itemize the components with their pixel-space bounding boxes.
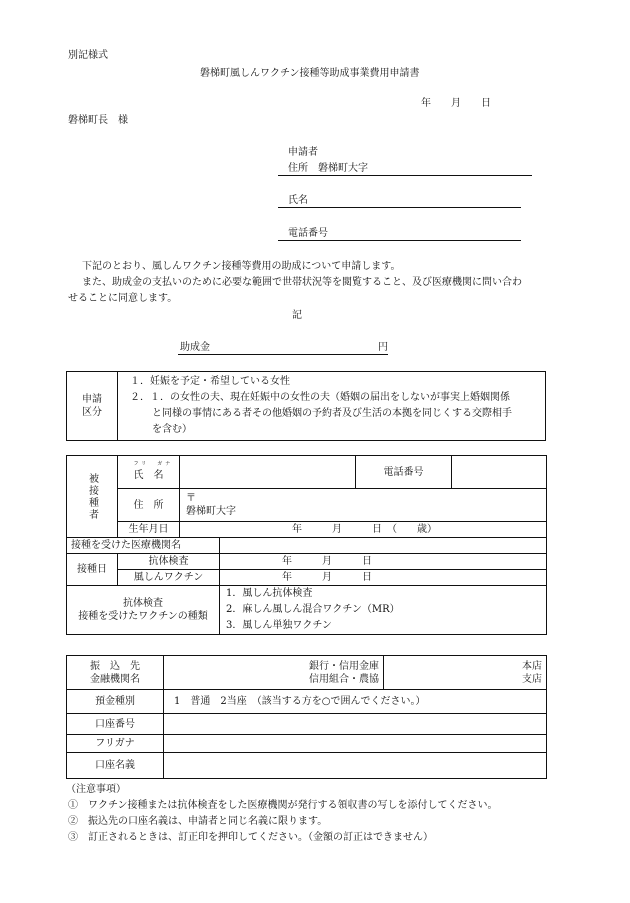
antibody-test-date[interactable]: 年 月 日	[220, 554, 547, 570]
bank-label-1: 振 込 先	[90, 660, 140, 672]
note-3: ③ 訂正されるときは、訂正印を押印してください。（金額の訂正はできません）	[68, 832, 433, 843]
patient-table	[66, 455, 547, 635]
facility-label: 接種を受けた医療機関名	[67, 538, 220, 554]
patient-address-value: 磐梯町大字	[186, 506, 236, 517]
patient-side-label-text: 被接種者	[86, 472, 98, 521]
applicant-address-line[interactable]	[278, 175, 532, 176]
applicant-name-label: 氏名	[288, 195, 308, 206]
account-type-label: 預金種別	[67, 690, 164, 714]
category-options-cell	[118, 372, 546, 441]
body-line-1: 下記のとおり、風しんワクチン接種等費用の助成について申請します。	[82, 261, 401, 272]
bank-type-2: 信用組合・農協	[309, 673, 379, 685]
grant-label: 助成金	[180, 342, 210, 353]
category-item-1[interactable]: １．妊娠を予定・希望している女性	[130, 376, 290, 387]
vaccine-kind-2[interactable]: 2．麻しん風しん混合ワクチン（MR）	[226, 604, 400, 615]
category-label-cell	[67, 372, 118, 441]
patient-dob-label: 生年月日	[118, 522, 180, 538]
branch-field[interactable]	[384, 656, 547, 690]
account-holder-label: 口座名義	[67, 753, 164, 779]
facility-field[interactable]	[220, 538, 547, 554]
applicant-phone-label: 電話番号	[288, 228, 328, 239]
applicant-heading: 申請者	[288, 147, 318, 158]
patient-side-label	[67, 456, 118, 538]
vaccine-kind-label-2: 接種を受けたワクチンの種類	[78, 611, 208, 622]
account-furigana-label: フリガナ	[67, 735, 164, 753]
vaccine-date[interactable]: 年 月 日	[220, 570, 547, 586]
patient-address-field[interactable]	[180, 489, 547, 522]
postal-mark: 〒	[186, 493, 196, 504]
branch-type-1: 本店	[522, 660, 542, 672]
bank-label-cell	[67, 656, 164, 690]
patient-name-field[interactable]	[180, 456, 356, 489]
branch-type-2: 支店	[522, 673, 542, 685]
body-line-3: せることに同意します。	[68, 293, 178, 304]
category-item-2-line3: を含む）	[152, 424, 192, 435]
bank-label-2: 金融機関名	[90, 673, 140, 685]
applicant-address-label: 住所 磐梯町大字	[288, 163, 368, 174]
applicant-name-line[interactable]	[278, 207, 521, 208]
account-type-field[interactable]: 1 普通 2当座 （該当する方を○で囲んでください。）	[164, 690, 547, 714]
bank-name-field[interactable]	[164, 656, 384, 690]
note-1: ① ワクチン接種または抗体検査をした医療機関が発行する領収書の写しを添付してください。	[68, 800, 498, 811]
account-number-label: 口座番号	[67, 714, 164, 735]
vaccine-label: 風しんワクチン	[118, 570, 220, 586]
category-table	[66, 371, 546, 441]
notes-heading: （注意事項）	[66, 784, 126, 795]
patient-name-label-cell	[118, 456, 180, 489]
category-label-1: 申請	[82, 394, 102, 405]
category-label-2: 区分	[82, 407, 102, 418]
ki-mark: 記	[292, 310, 302, 321]
category-item-2-line1[interactable]: ２．１．の女性の夫、現在妊娠中の女性の夫（婚姻の届出をしないが事実上婚姻関係	[130, 392, 510, 403]
vaccine-kind-options	[220, 586, 547, 635]
category-item-2-line2: と同様の事情にある者その他婚姻の予約者及び生活の本拠を同じくする交際相手	[152, 408, 512, 419]
patient-name-label: 氏 名	[133, 469, 164, 481]
vaccine-kind-label-1: 抗体検査	[123, 598, 163, 609]
bank-type-1: 銀行・信用金庫	[309, 660, 379, 672]
bank-table	[66, 655, 547, 779]
vaccine-kind-3[interactable]: 3．風しん単独ワクチン	[226, 620, 332, 631]
vaccine-kind-1[interactable]: 1．風しん抗体検査	[226, 588, 313, 599]
patient-name-ruby: フリ ガナ	[133, 460, 174, 467]
antibody-test-label: 抗体検査	[118, 554, 220, 570]
patient-address-label: 住 所	[118, 489, 180, 522]
account-furigana-field[interactable]	[164, 735, 547, 753]
account-holder-field[interactable]	[164, 753, 547, 779]
form-label: 別記様式	[68, 50, 108, 61]
note-2: ② 振込先の口座名義は、申請者と同じ名義に限ります。	[68, 816, 328, 827]
grant-unit: 円	[378, 342, 388, 353]
body-line-2: また、助成金の支払いのために必要な範囲で世帯状況等を閲覧すること、及び医療機関に問い合わ	[82, 277, 522, 288]
document-title: 磐梯町風しんワクチン接種等助成事業費用申請書	[200, 68, 420, 79]
patient-phone-field[interactable]	[452, 456, 547, 489]
applicant-phone-line[interactable]	[278, 240, 521, 241]
account-number-field[interactable]	[164, 714, 547, 735]
date-line: 年 月 日	[421, 98, 491, 109]
patient-dob-field[interactable]: 年 月 日 （ 歳）	[180, 522, 547, 538]
addressee: 磐梯町長 様	[68, 115, 128, 126]
vaccine-kind-label-cell	[67, 586, 220, 635]
patient-phone-label: 電話番号	[356, 456, 452, 489]
vaccination-date-label: 接種日	[67, 554, 118, 586]
grant-amount-line[interactable]	[178, 354, 388, 355]
